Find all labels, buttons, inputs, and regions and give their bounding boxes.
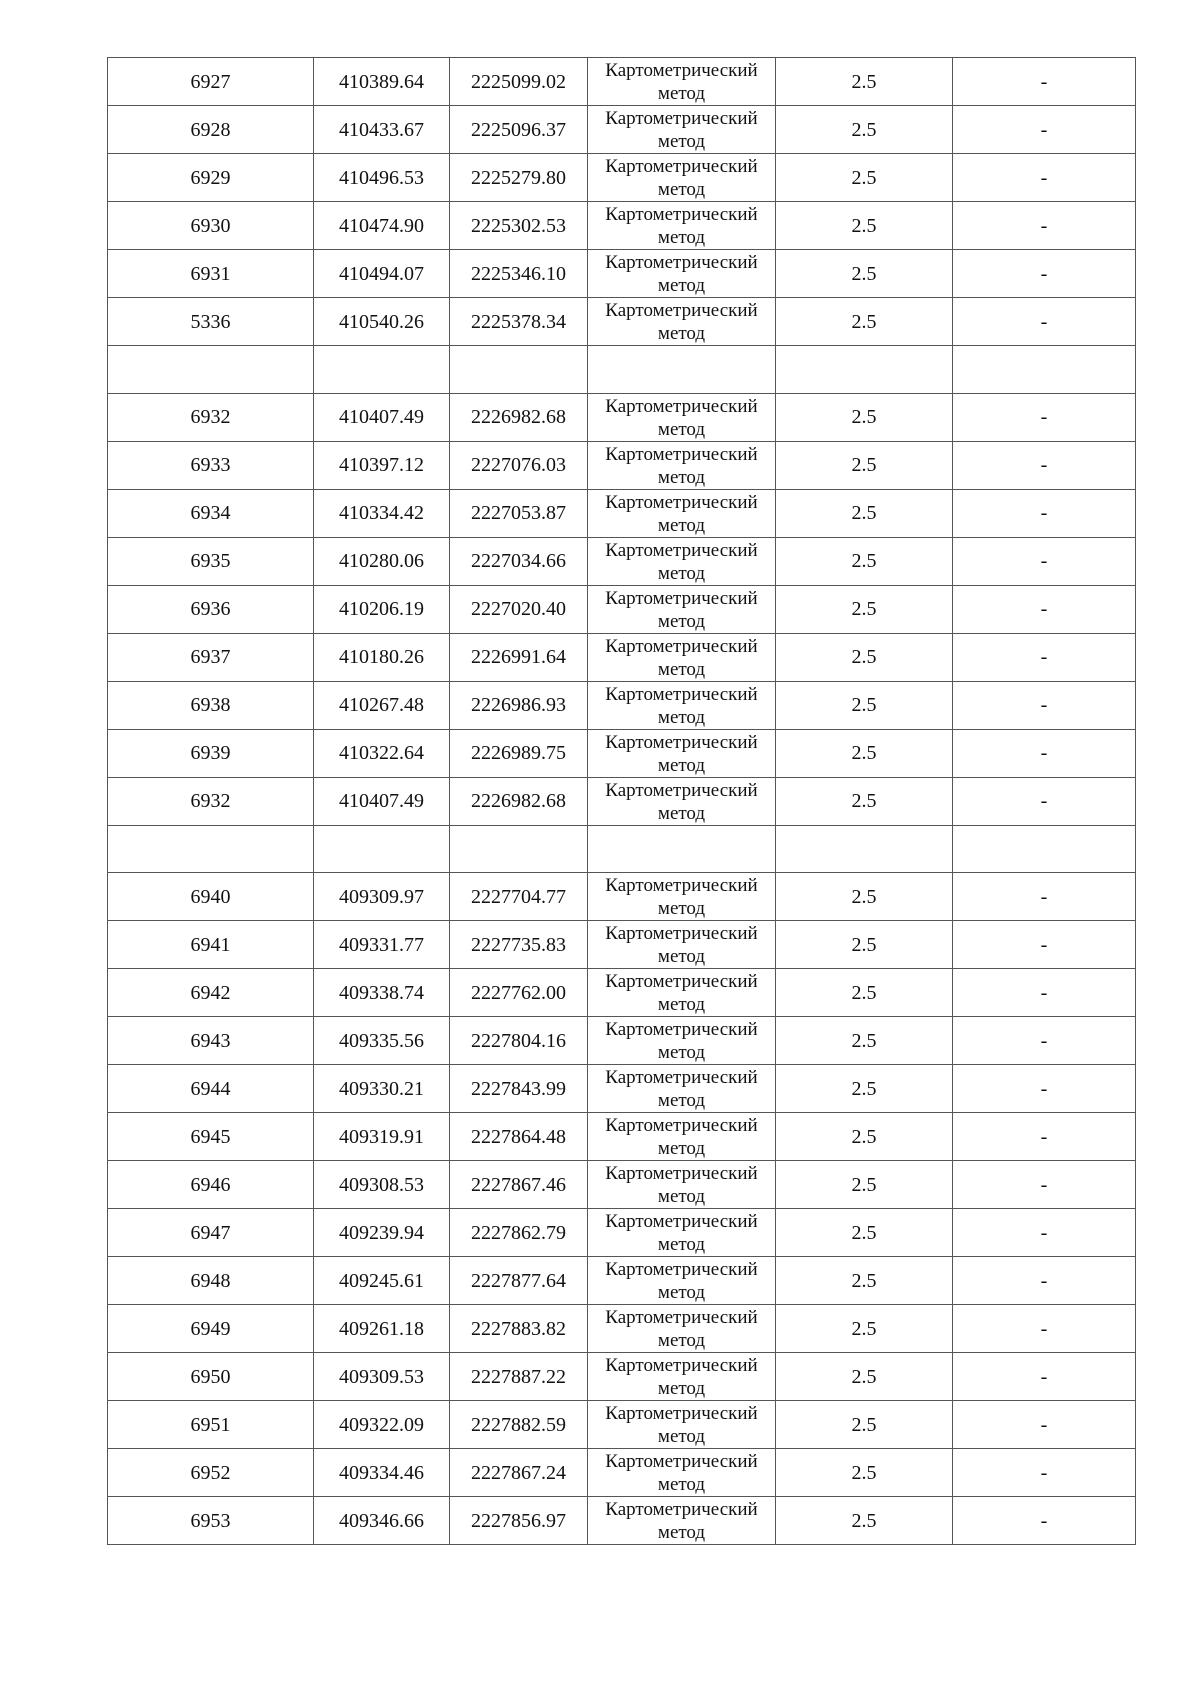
table-row — [108, 969, 1136, 1017]
y-coordinate-cell: 2225279.80 — [450, 154, 588, 202]
table-row — [108, 202, 1136, 250]
note-cell: - — [953, 873, 1136, 921]
method-line-2: метод — [657, 323, 706, 344]
table-row — [108, 585, 1136, 633]
method-line-2: метод — [657, 179, 706, 200]
point-number-cell: 6927 — [108, 58, 314, 106]
table-row — [108, 681, 1136, 729]
table-row — [108, 58, 1136, 106]
method-line-2: метод — [657, 514, 706, 536]
method-line-1: Картометрический — [605, 587, 758, 609]
x-coordinate-cell: 410206.19 — [314, 585, 450, 633]
y-coordinate-cell: 2227883.82 — [450, 1305, 588, 1353]
point-number-cell: 6948 — [108, 1257, 314, 1305]
x-coordinate-cell: 409245.61 — [314, 1257, 450, 1305]
accuracy-cell: 2.5 — [776, 633, 953, 681]
method-cell — [588, 106, 776, 154]
point-number-cell: 6935 — [108, 537, 314, 585]
x-coordinate-cell: 410433.67 — [314, 106, 450, 154]
x-coordinate-cell: 410180.26 — [314, 633, 450, 681]
x-coordinate-cell: 409309.97 — [314, 873, 450, 921]
x-coordinate-cell: 409261.18 — [314, 1305, 450, 1353]
note-cell: - — [953, 537, 1136, 585]
point-number-cell: 6936 — [108, 585, 314, 633]
method-line-2: метод — [657, 562, 706, 584]
note-cell: - — [953, 777, 1136, 825]
point-number-cell: 6934 — [108, 489, 314, 537]
table-row — [108, 393, 1136, 441]
x-coordinate-cell: 409308.53 — [314, 1161, 450, 1209]
note-cell: - — [953, 1017, 1136, 1065]
method-line-1: Картометрический — [605, 1115, 758, 1136]
method-line-2: метод — [657, 802, 706, 824]
note-cell: - — [953, 585, 1136, 633]
method-cell — [588, 969, 776, 1017]
point-number-cell: 6952 — [108, 1449, 314, 1497]
note-cell: - — [953, 1449, 1136, 1497]
accuracy-cell: 2.5 — [776, 489, 953, 537]
point-number-cell: 6938 — [108, 681, 314, 729]
note-cell: - — [953, 250, 1136, 298]
method-cell — [588, 1113, 776, 1161]
method-cell — [588, 154, 776, 202]
point-number-cell: 6937 — [108, 633, 314, 681]
y-coordinate-cell: 2227843.99 — [450, 1065, 588, 1113]
point-number-cell: 6930 — [108, 202, 314, 250]
table-row — [108, 441, 1136, 489]
method-cell — [588, 1305, 776, 1353]
note-cell: - — [953, 202, 1136, 250]
point-number-cell: 6939 — [108, 729, 314, 777]
note-cell: - — [953, 633, 1136, 681]
y-coordinate-cell: 2225096.37 — [450, 106, 588, 154]
coordinates-table — [107, 57, 1136, 1545]
y-coordinate-cell: 2227020.40 — [450, 585, 588, 633]
x-coordinate-cell: 409322.09 — [314, 1401, 450, 1449]
method-line-2: метод — [657, 706, 706, 728]
note-cell: - — [953, 681, 1136, 729]
method-line-2: метод — [657, 131, 706, 152]
table-row — [108, 729, 1136, 777]
note-cell: - — [953, 441, 1136, 489]
method-line-1: Картометрический — [605, 1019, 758, 1040]
method-line-1: Картометрический — [605, 635, 758, 657]
x-coordinate-cell — [314, 825, 450, 873]
accuracy-cell: 2.5 — [776, 585, 953, 633]
method-line-1: Картометрический — [605, 875, 758, 896]
method-cell — [588, 1257, 776, 1305]
y-coordinate-cell: 2226991.64 — [450, 633, 588, 681]
method-cell — [588, 1161, 776, 1209]
table-row — [108, 1305, 1136, 1353]
method-line-2: метод — [657, 275, 706, 296]
accuracy-cell — [776, 346, 953, 394]
note-cell: - — [953, 1401, 1136, 1449]
method-cell — [588, 537, 776, 585]
point-number-cell: 6946 — [108, 1161, 314, 1209]
accuracy-cell: 2.5 — [776, 729, 953, 777]
x-coordinate-cell: 410334.42 — [314, 489, 450, 537]
x-coordinate-cell: 409331.77 — [314, 921, 450, 969]
method-line-2: метод — [657, 1330, 706, 1351]
method-cell — [588, 393, 776, 441]
x-coordinate-cell: 409338.74 — [314, 969, 450, 1017]
point-number-cell: 6931 — [108, 250, 314, 298]
method-line-2: метод — [657, 1090, 706, 1111]
x-coordinate-cell: 410494.07 — [314, 250, 450, 298]
method-line-1: Картометрический — [605, 395, 758, 417]
table-row — [108, 633, 1136, 681]
method-line-1: Картометрический — [605, 1067, 758, 1088]
method-line-1: Картометрический — [605, 971, 758, 992]
method-line-1: Картометрический — [605, 1499, 758, 1520]
method-line-2: метод — [657, 1042, 706, 1063]
table-row — [108, 1257, 1136, 1305]
point-number-cell: 6950 — [108, 1353, 314, 1401]
x-coordinate-cell: 409330.21 — [314, 1065, 450, 1113]
method-line-2: метод — [657, 418, 706, 440]
x-coordinate-cell: 409335.56 — [314, 1017, 450, 1065]
x-coordinate-cell: 409239.94 — [314, 1209, 450, 1257]
y-coordinate-cell: 2227704.77 — [450, 873, 588, 921]
point-number-cell: 6940 — [108, 873, 314, 921]
method-line-2: метод — [657, 1234, 706, 1255]
y-coordinate-cell: 2225099.02 — [450, 58, 588, 106]
method-line-2: метод — [657, 1138, 706, 1159]
method-cell — [588, 1449, 776, 1497]
note-cell: - — [953, 298, 1136, 346]
accuracy-cell: 2.5 — [776, 202, 953, 250]
method-line-2: метод — [657, 754, 706, 776]
method-line-1: Картометрический — [605, 1451, 758, 1472]
x-coordinate-cell — [314, 346, 450, 394]
method-cell — [588, 1353, 776, 1401]
table-row — [108, 489, 1136, 537]
method-cell — [588, 346, 776, 394]
table-row — [108, 777, 1136, 825]
point-number-cell: 6933 — [108, 441, 314, 489]
note-cell: - — [953, 1305, 1136, 1353]
accuracy-cell: 2.5 — [776, 1449, 953, 1497]
note-cell: - — [953, 393, 1136, 441]
x-coordinate-cell: 410407.49 — [314, 393, 450, 441]
method-line-2: метод — [657, 1378, 706, 1399]
accuracy-cell: 2.5 — [776, 1497, 953, 1545]
note-cell: - — [953, 489, 1136, 537]
method-line-1: Картометрический — [605, 1403, 758, 1424]
method-cell — [588, 873, 776, 921]
accuracy-cell: 2.5 — [776, 58, 953, 106]
method-line-1: Картометрический — [605, 731, 758, 753]
note-cell — [953, 825, 1136, 873]
accuracy-cell: 2.5 — [776, 777, 953, 825]
y-coordinate-cell: 2226982.68 — [450, 777, 588, 825]
table-row — [108, 921, 1136, 969]
method-line-1: Картометрический — [605, 1355, 758, 1376]
method-line-1: Картометрический — [605, 252, 758, 273]
table-row — [108, 106, 1136, 154]
method-line-2: метод — [657, 946, 706, 967]
point-number-cell — [108, 825, 314, 873]
method-line-1: Картометрический — [605, 443, 758, 465]
method-line-1: Картометрический — [605, 779, 758, 801]
y-coordinate-cell: 2227856.97 — [450, 1497, 588, 1545]
accuracy-cell: 2.5 — [776, 393, 953, 441]
method-cell — [588, 1065, 776, 1113]
y-coordinate-cell: 2227034.66 — [450, 537, 588, 585]
accuracy-cell: 2.5 — [776, 1065, 953, 1113]
point-number-cell: 6947 — [108, 1209, 314, 1257]
note-cell: - — [953, 1161, 1136, 1209]
method-cell — [588, 1209, 776, 1257]
method-cell — [588, 298, 776, 346]
method-cell — [588, 825, 776, 873]
method-cell — [588, 250, 776, 298]
accuracy-cell: 2.5 — [776, 873, 953, 921]
y-coordinate-cell: 2227864.48 — [450, 1113, 588, 1161]
method-cell — [588, 777, 776, 825]
x-coordinate-cell: 410496.53 — [314, 154, 450, 202]
note-cell — [953, 346, 1136, 394]
note-cell: - — [953, 921, 1136, 969]
y-coordinate-cell: 2227882.59 — [450, 1401, 588, 1449]
method-cell — [588, 1017, 776, 1065]
accuracy-cell: 2.5 — [776, 1257, 953, 1305]
y-coordinate-cell: 2225302.53 — [450, 202, 588, 250]
table-row — [108, 1449, 1136, 1497]
y-coordinate-cell: 2226989.75 — [450, 729, 588, 777]
point-number-cell: 6943 — [108, 1017, 314, 1065]
y-coordinate-cell: 2227053.87 — [450, 489, 588, 537]
y-coordinate-cell — [450, 825, 588, 873]
note-cell: - — [953, 106, 1136, 154]
x-coordinate-cell: 410474.90 — [314, 202, 450, 250]
accuracy-cell: 2.5 — [776, 1401, 953, 1449]
y-coordinate-cell: 2227735.83 — [450, 921, 588, 969]
y-coordinate-cell — [450, 346, 588, 394]
y-coordinate-cell: 2227762.00 — [450, 969, 588, 1017]
note-cell: - — [953, 1257, 1136, 1305]
x-coordinate-cell: 410397.12 — [314, 441, 450, 489]
y-coordinate-cell: 2227887.22 — [450, 1353, 588, 1401]
method-line-2: метод — [657, 466, 706, 488]
method-cell — [588, 633, 776, 681]
separator-row — [108, 346, 1136, 394]
accuracy-cell: 2.5 — [776, 681, 953, 729]
method-line-2: метод — [657, 1522, 706, 1543]
x-coordinate-cell: 410407.49 — [314, 777, 450, 825]
x-coordinate-cell: 409309.53 — [314, 1353, 450, 1401]
method-line-2: метод — [657, 1474, 706, 1495]
table-row — [108, 1161, 1136, 1209]
y-coordinate-cell: 2226986.93 — [450, 681, 588, 729]
accuracy-cell: 2.5 — [776, 298, 953, 346]
method-line-1: Картометрический — [605, 204, 758, 225]
point-number-cell — [108, 346, 314, 394]
point-number-cell: 5336 — [108, 298, 314, 346]
method-cell — [588, 489, 776, 537]
point-number-cell: 6949 — [108, 1305, 314, 1353]
y-coordinate-cell: 2227867.24 — [450, 1449, 588, 1497]
method-cell — [588, 585, 776, 633]
method-line-1: Картометрический — [605, 108, 758, 129]
point-number-cell: 6953 — [108, 1497, 314, 1545]
accuracy-cell: 2.5 — [776, 441, 953, 489]
separator-row — [108, 825, 1136, 873]
method-line-2: метод — [657, 994, 706, 1015]
note-cell: - — [953, 969, 1136, 1017]
x-coordinate-cell: 410267.48 — [314, 681, 450, 729]
table-row — [108, 154, 1136, 202]
point-number-cell: 6928 — [108, 106, 314, 154]
x-coordinate-cell: 410389.64 — [314, 58, 450, 106]
table-row — [108, 1065, 1136, 1113]
table-row — [108, 298, 1136, 346]
method-cell — [588, 921, 776, 969]
method-line-1: Картометрический — [605, 1211, 758, 1232]
method-cell — [588, 58, 776, 106]
point-number-cell: 6929 — [108, 154, 314, 202]
accuracy-cell: 2.5 — [776, 969, 953, 1017]
x-coordinate-cell: 410322.64 — [314, 729, 450, 777]
method-cell — [588, 681, 776, 729]
method-line-2: метод — [657, 898, 706, 919]
y-coordinate-cell: 2227862.79 — [450, 1209, 588, 1257]
method-cell — [588, 1401, 776, 1449]
method-line-1: Картометрический — [605, 156, 758, 177]
table-row — [108, 873, 1136, 921]
accuracy-cell: 2.5 — [776, 1017, 953, 1065]
note-cell: - — [953, 729, 1136, 777]
note-cell: - — [953, 1065, 1136, 1113]
coordinates-table-body — [108, 58, 1136, 1545]
note-cell: - — [953, 58, 1136, 106]
method-line-1: Картометрический — [605, 1259, 758, 1280]
y-coordinate-cell: 2226982.68 — [450, 393, 588, 441]
method-line-2: метод — [657, 1282, 706, 1303]
method-cell — [588, 202, 776, 250]
table-row — [108, 1113, 1136, 1161]
y-coordinate-cell: 2225378.34 — [450, 298, 588, 346]
accuracy-cell: 2.5 — [776, 1161, 953, 1209]
method-line-2: метод — [657, 1426, 706, 1447]
y-coordinate-cell: 2227867.46 — [450, 1161, 588, 1209]
point-number-cell: 6942 — [108, 969, 314, 1017]
point-number-cell: 6932 — [108, 777, 314, 825]
accuracy-cell: 2.5 — [776, 1209, 953, 1257]
method-line-2: метод — [657, 610, 706, 632]
method-line-1: Картометрический — [605, 683, 758, 705]
accuracy-cell: 2.5 — [776, 537, 953, 585]
note-cell: - — [953, 1497, 1136, 1545]
method-line-1: Картометрический — [605, 300, 758, 321]
y-coordinate-cell: 2227804.16 — [450, 1017, 588, 1065]
table-row — [108, 1017, 1136, 1065]
method-line-2: метод — [657, 658, 706, 680]
y-coordinate-cell: 2227877.64 — [450, 1257, 588, 1305]
point-number-cell: 6941 — [108, 921, 314, 969]
y-coordinate-cell: 2225346.10 — [450, 250, 588, 298]
note-cell: - — [953, 1209, 1136, 1257]
accuracy-cell: 2.5 — [776, 1113, 953, 1161]
table-row — [108, 1353, 1136, 1401]
point-number-cell: 6932 — [108, 393, 314, 441]
method-line-2: метод — [657, 1186, 706, 1207]
y-coordinate-cell: 2227076.03 — [450, 441, 588, 489]
table-row — [108, 537, 1136, 585]
x-coordinate-cell: 409319.91 — [314, 1113, 450, 1161]
x-coordinate-cell: 410280.06 — [314, 537, 450, 585]
note-cell: - — [953, 1353, 1136, 1401]
method-line-2: метод — [657, 83, 706, 104]
x-coordinate-cell: 409346.66 — [314, 1497, 450, 1545]
note-cell: - — [953, 1113, 1136, 1161]
point-number-cell: 6944 — [108, 1065, 314, 1113]
accuracy-cell: 2.5 — [776, 250, 953, 298]
method-cell — [588, 729, 776, 777]
table-row — [108, 1401, 1136, 1449]
method-line-1: Картометрический — [605, 1307, 758, 1328]
x-coordinate-cell: 409334.46 — [314, 1449, 450, 1497]
table-row — [108, 1497, 1136, 1545]
method-line-1: Картометрический — [605, 491, 758, 513]
method-line-2: метод — [657, 227, 706, 248]
point-number-cell: 6945 — [108, 1113, 314, 1161]
accuracy-cell: 2.5 — [776, 1353, 953, 1401]
table-row — [108, 1209, 1136, 1257]
accuracy-cell: 2.5 — [776, 106, 953, 154]
accuracy-cell: 2.5 — [776, 921, 953, 969]
accuracy-cell: 2.5 — [776, 1305, 953, 1353]
accuracy-cell: 2.5 — [776, 154, 953, 202]
x-coordinate-cell: 410540.26 — [314, 298, 450, 346]
method-line-1: Картометрический — [605, 539, 758, 561]
method-line-1: Картометрический — [605, 1163, 758, 1184]
table-row — [108, 250, 1136, 298]
point-number-cell: 6951 — [108, 1401, 314, 1449]
note-cell: - — [953, 154, 1136, 202]
method-line-1: Картометрический — [605, 60, 758, 81]
accuracy-cell — [776, 825, 953, 873]
method-cell — [588, 441, 776, 489]
method-line-1: Картометрический — [605, 923, 758, 944]
method-cell — [588, 1497, 776, 1545]
